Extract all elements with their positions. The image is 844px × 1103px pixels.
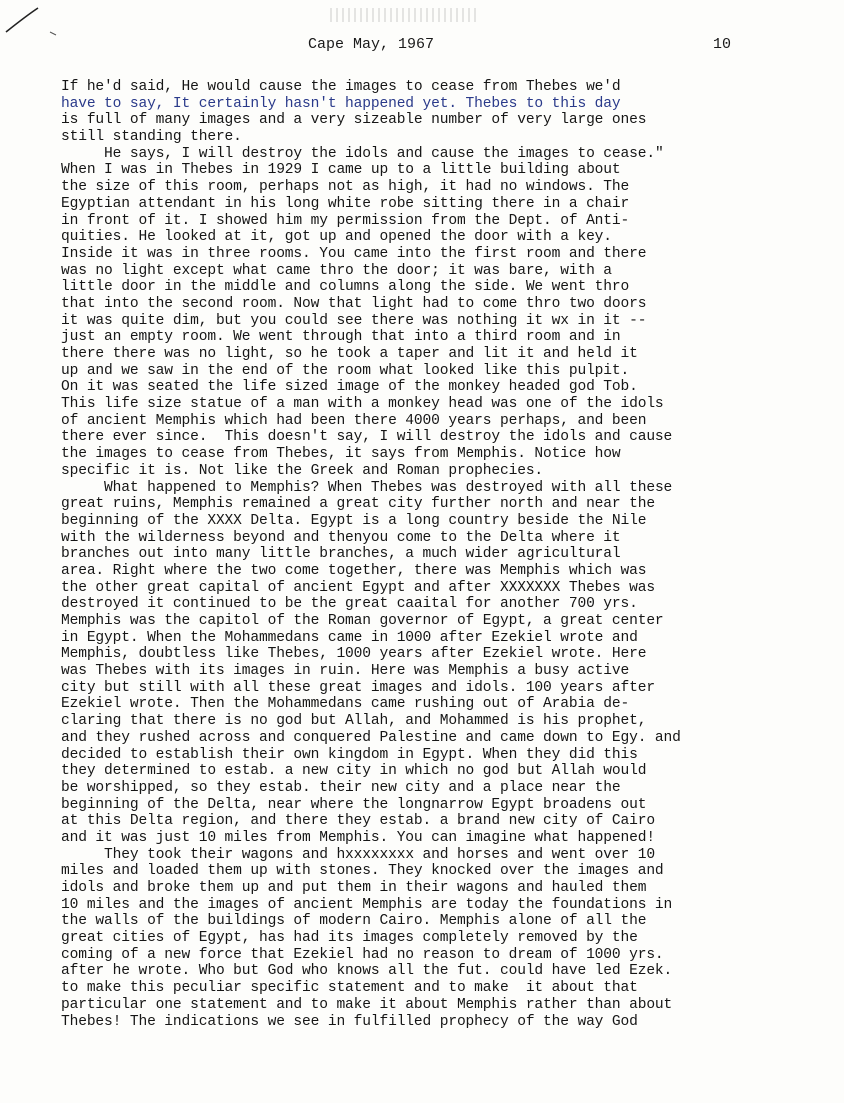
text-line: great cities of Egypt, has had its images completely removed by the (61, 930, 638, 947)
text-line: specific it is. Not like the Greek and Roman prophecies. (61, 462, 544, 479)
scan-artifact (330, 8, 480, 22)
text-line: Ezekiel wrote. Then the Mohammedans came rushing out of Arabia de- (61, 696, 630, 713)
text-line: to make this peculiar specific statement and to make it about that (61, 980, 638, 997)
text-line: If he'd said, He would cause the images to cease from Thebes we'd (61, 79, 621, 95)
text-line: destroyed it continued to be the great caaital for another 700 yrs. (61, 596, 638, 613)
text-line: the walls of the buildings of modern Cairo. Memphis alone of all the (61, 913, 647, 930)
text-line: up and we saw in the end of the room what looked like this pulpit. (61, 362, 630, 379)
text-line: quities. He looked at it, got up and opened the door with a key. (61, 229, 612, 246)
text-line: They took their wagons and hxxxxxxxx and horses and went over 10 (104, 846, 655, 863)
text-line: great ruins, Memphis remained a great city further north and near the (61, 496, 655, 513)
text-line: after he wrote. Who but God who knows all the fut. could have led Ezek. (61, 963, 673, 980)
page-header (0, 36, 844, 56)
text-line: was Thebes with its images in ruin. Here was Memphis a busy active (61, 663, 630, 680)
text-line: in front of it. I showed him my permission from the Dept. of Anti- (61, 212, 630, 229)
pen-stroke-mark (4, 2, 64, 36)
text-line: have to say, It certainly hasn't happened yet. Thebes to this day (61, 95, 621, 112)
text-line: in Egypt. When the Mohammedans came in 1000 after Ezekiel wrote and (61, 629, 638, 646)
text-line: it was quite dim, but you could see there was nothing it wx in it -- (61, 312, 647, 329)
typed-body-text (61, 79, 821, 1030)
text-line: Inside it was in three rooms. You came into the first room and there (61, 245, 647, 262)
text-line: Thebes! The indications we see in fulfilled prophecy of the way God (61, 1013, 638, 1030)
text-line: decided to establish their own kingdom in Egypt. When they did this (61, 746, 638, 763)
text-line: He says, I will destroy the idols and cause the images to cease." (104, 145, 664, 162)
text-line: particular one statement and to make it about Memphis rather than about (61, 996, 673, 1013)
page-title: Cape May, 1967 (308, 36, 435, 53)
text-line: beginning of the Delta, near where the longnarrow Egypt broadens out (61, 796, 647, 813)
text-line: miles and loaded them up with stones. They knocked over the images and (61, 863, 664, 880)
text-line: Egyptian attendant in his long white robe sitting there in a chair (61, 195, 630, 212)
text-line: idols and broke them up and put them in their wagons and hauled them (61, 880, 647, 896)
text-line: just an empty room. We went through that into a third room and in (61, 329, 621, 346)
text-line: branches out into many little branches, a much wider agricultural (61, 546, 621, 563)
text-line: be worshipped, so they estab. their new city and a place near the (61, 779, 621, 796)
text-line: What happened to Memphis? When Thebes was destroyed with all these (104, 479, 673, 496)
text-line: with the wilderness beyond and thenyou come to the Delta where it (61, 529, 621, 546)
text-line: at this Delta region, and there they estab. a brand new city of Cairo (61, 813, 655, 830)
text-line: of ancient Memphis which had been there 4000 years perhaps, and been (61, 412, 647, 429)
text-line: the images to cease from Thebes, it says from Memphis. Notice how (61, 446, 621, 463)
text-line: there there was no light, so he took a taper and lit it and held it (61, 346, 638, 362)
text-line: and it was just 10 miles from Memphis. You can imagine what happened! (61, 829, 655, 846)
page-number: 10 (713, 36, 732, 53)
text-line: 10 miles and the images of ancient Memphis are today the foundations in (61, 896, 673, 913)
text-line: that into the second room. Now that light had to come thro two doors (61, 295, 647, 312)
text-line: and they rushed across and conquered Palestine and came down to Egy. and (61, 729, 681, 746)
text-line: the other great capital of ancient Egypt and after XXXXXXX Thebes was (61, 579, 655, 596)
text-line: coming of a new force that Ezekiel had no reason to dream of 1000 yrs. (61, 946, 664, 963)
text-line: claring that there is no god but Allah, and Mohammed is his prophet, (61, 713, 647, 730)
text-line: is full of many images and a very sizeable number of very large ones (61, 112, 647, 129)
text-line: still standing there. (61, 129, 242, 146)
text-line: This life size statue of a man with a monkey head was one of the idols (61, 396, 664, 413)
text-line: little door in the middle and columns along the side. We went thro (61, 279, 630, 296)
text-line: was no light except what came thro the door; it was bare, with a (61, 262, 612, 279)
text-line: city but still with all these great images and idols. 100 years after (61, 679, 655, 696)
text-line: the size of this room, perhaps not as high, it had no windows. The (61, 179, 630, 196)
text-line: area. Right where the two come together, there was Memphis which was (61, 562, 647, 579)
text-line: Memphis was the capitol of the Roman governor of Egypt, a great center (61, 613, 664, 629)
text-line: When I was in Thebes in 1929 I came up to a little building about (61, 162, 621, 179)
text-line: On it was seated the life sized image of the monkey headed god Tob. (61, 379, 638, 396)
text-line: there ever since. This doesn't say, I will destroy the idols and cause (61, 429, 673, 446)
text-line: they determined to estab. a new city in which no god but Allah would (61, 763, 647, 780)
text-line: beginning of the XXXX Delta. Egypt is a long country beside the Nile (61, 512, 647, 529)
text-line: Memphis, doubtless like Thebes, 1000 years after Ezekiel wrote. Here (61, 646, 647, 663)
